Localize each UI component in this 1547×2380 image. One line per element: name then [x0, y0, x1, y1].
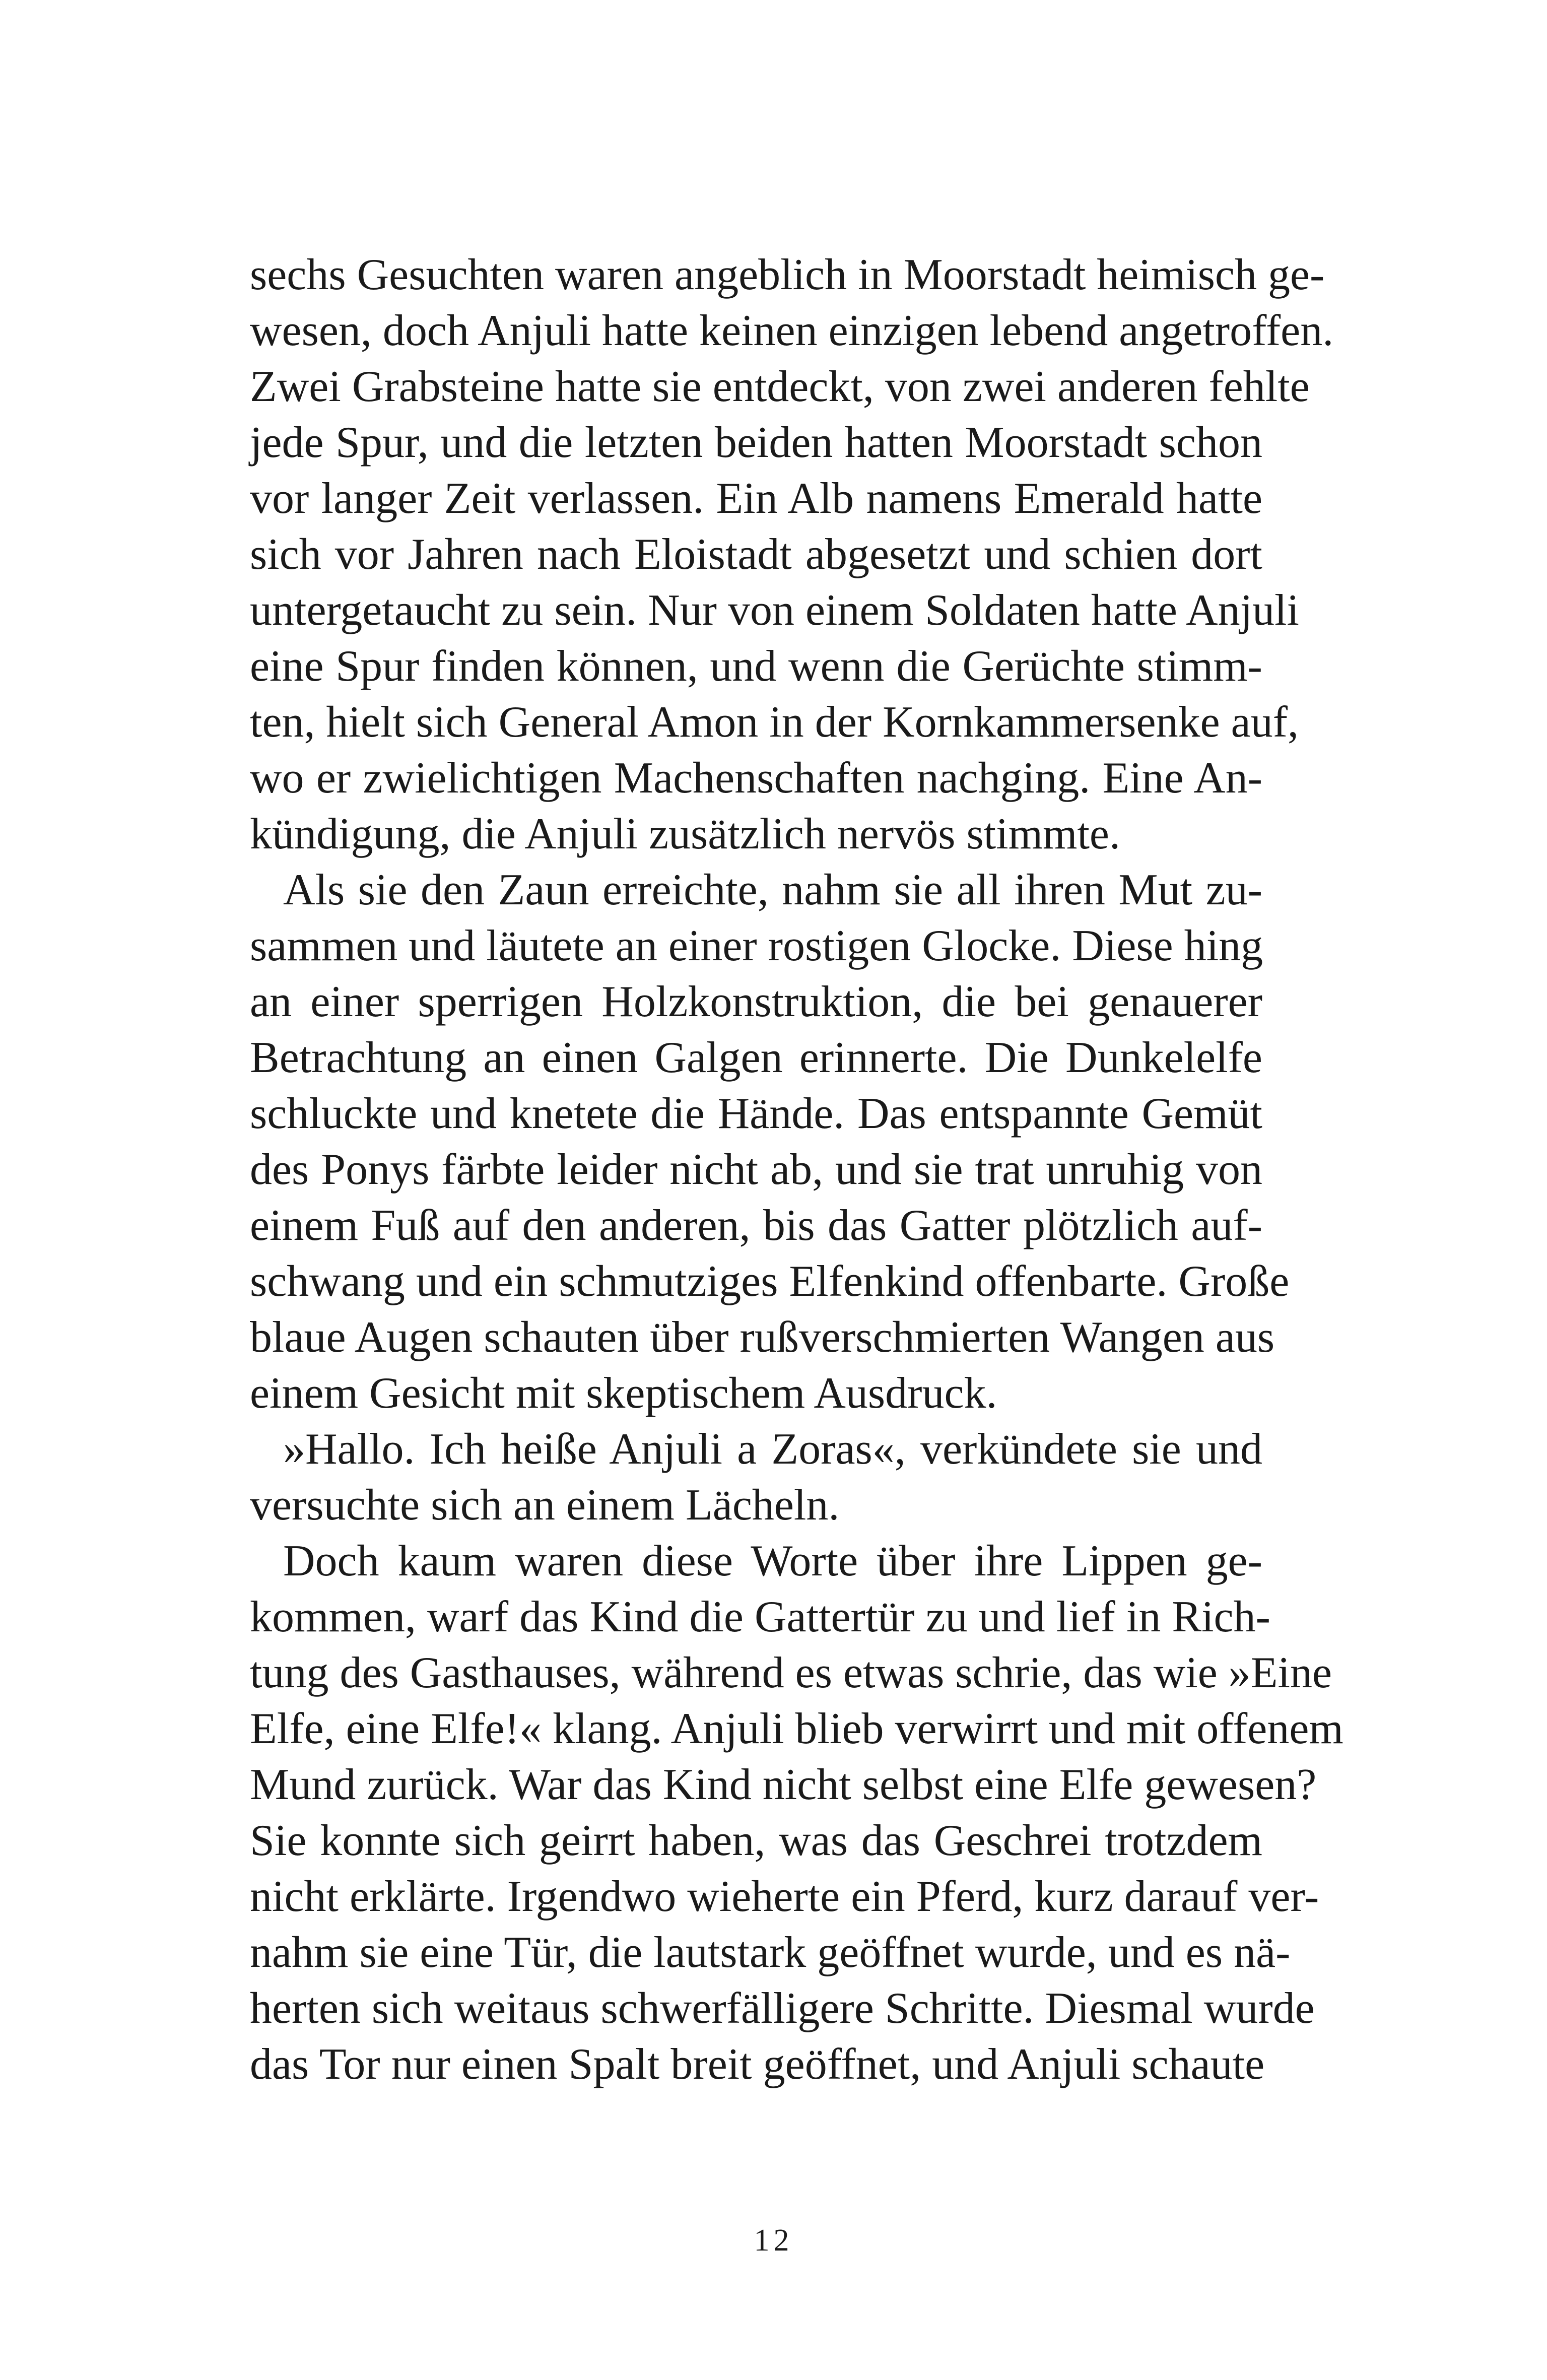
text-line: herten sich weitaus schwerfälligere Schritte. Diesmal wurde: [250, 1984, 1315, 2033]
text-line: Elfe, eine Elfe!« klang. Anjuli blieb verwirrt und mit offenem: [250, 1704, 1343, 1753]
text-line: einem Fuß auf den anderen, bis das Gatter plötzlich auf-: [250, 1201, 1262, 1250]
text-line: eine Spur finden können, und wenn die Gerüchte stimm-: [250, 642, 1262, 691]
text-line: schluckte und knetete die Hände. Das entspannte Gemüt: [250, 1089, 1262, 1138]
text-line: des Ponys färbte leider nicht ab, und sie trat unruhig von: [250, 1145, 1262, 1194]
text-line: Als sie den Zaun erreichte, nahm sie all ihren Mut zu-: [283, 866, 1262, 914]
text-line: das Tor nur einen Spalt breit geöffnet, und Anjuli schaute: [250, 2040, 1265, 2089]
text-line: jede Spur, und die letzten beiden hatten Moorstadt schon: [250, 418, 1262, 467]
page-number: 12: [754, 2223, 793, 2258]
paragraph: [250, 1533, 1343, 2092]
text-line: Betrachtung an einen Galgen erinnerte. Die Dunkelelfe: [250, 1033, 1262, 1082]
body-text: [250, 247, 1343, 2092]
paragraph: [250, 862, 1290, 1421]
text-line: Zwei Grabsteine hatte sie entdeckt, von zwei anderen fehlte: [250, 362, 1310, 411]
text-line: versuchte sich an einem Lächeln.: [250, 1481, 840, 1530]
text-line: sechs Gesuchten waren angeblich in Moorstadt heimisch ge-: [250, 250, 1325, 299]
text-line: vor langer Zeit verlassen. Ein Alb namens Emerald hatte: [250, 474, 1262, 523]
paragraph: [250, 1421, 1262, 1533]
text-line: einem Gesicht mit skeptischem Ausdruck.: [250, 1369, 997, 1418]
text-line: wo er zwielichtigen Machenschaften nachging. Eine An-: [250, 754, 1262, 803]
text-line: untergetaucht zu sein. Nur von einem Soldaten hatte Anjuli: [250, 586, 1299, 635]
text-line: sammen und läutete an einer rostigen Glocke. Diese hing: [250, 921, 1263, 970]
text-line: ten, hielt sich General Amon in der Kornkammersenke auf,: [250, 698, 1299, 747]
paragraph: [250, 247, 1334, 862]
text-line: tung des Gasthauses, während es etwas schrie, das wie »Eine: [250, 1648, 1332, 1697]
text-line: blaue Augen schauten über rußverschmierten Wangen aus: [250, 1313, 1275, 1362]
text-line: Sie konnte sich geirrt haben, was das Geschrei trotzdem: [250, 1816, 1262, 1865]
text-line: kündigung, die Anjuli zusätzlich nervös stimmte.: [250, 810, 1120, 858]
text-line: nicht erklärte. Irgendwo wieherte ein Pferd, kurz darauf ver-: [250, 1872, 1319, 1921]
text-line: nahm sie eine Tür, die lautstark geöffnet wurde, und es nä-: [250, 1928, 1291, 1977]
text-line: an einer sperrigen Holzkonstruktion, die bei genauerer: [250, 977, 1262, 1026]
text-line: »Hallo. Ich heiße Anjuli a Zoras«, verkündete sie und: [283, 1425, 1262, 1474]
text-line: sich vor Jahren nach Eloistadt abgesetzt und schien dort: [250, 530, 1262, 579]
text-line: kommen, warf das Kind die Gattertür zu und lief in Rich-: [250, 1593, 1270, 1641]
text-line: schwang und ein schmutziges Elfenkind offenbarte. Große: [250, 1257, 1290, 1306]
text-line: Doch kaum waren diese Worte über ihre Lippen ge-: [283, 1537, 1262, 1585]
text-line: wesen, doch Anjuli hatte keinen einzigen lebend angetroffen.: [250, 306, 1334, 355]
text-line: Mund zurück. War das Kind nicht selbst eine Elfe gewesen?: [250, 1760, 1317, 1809]
